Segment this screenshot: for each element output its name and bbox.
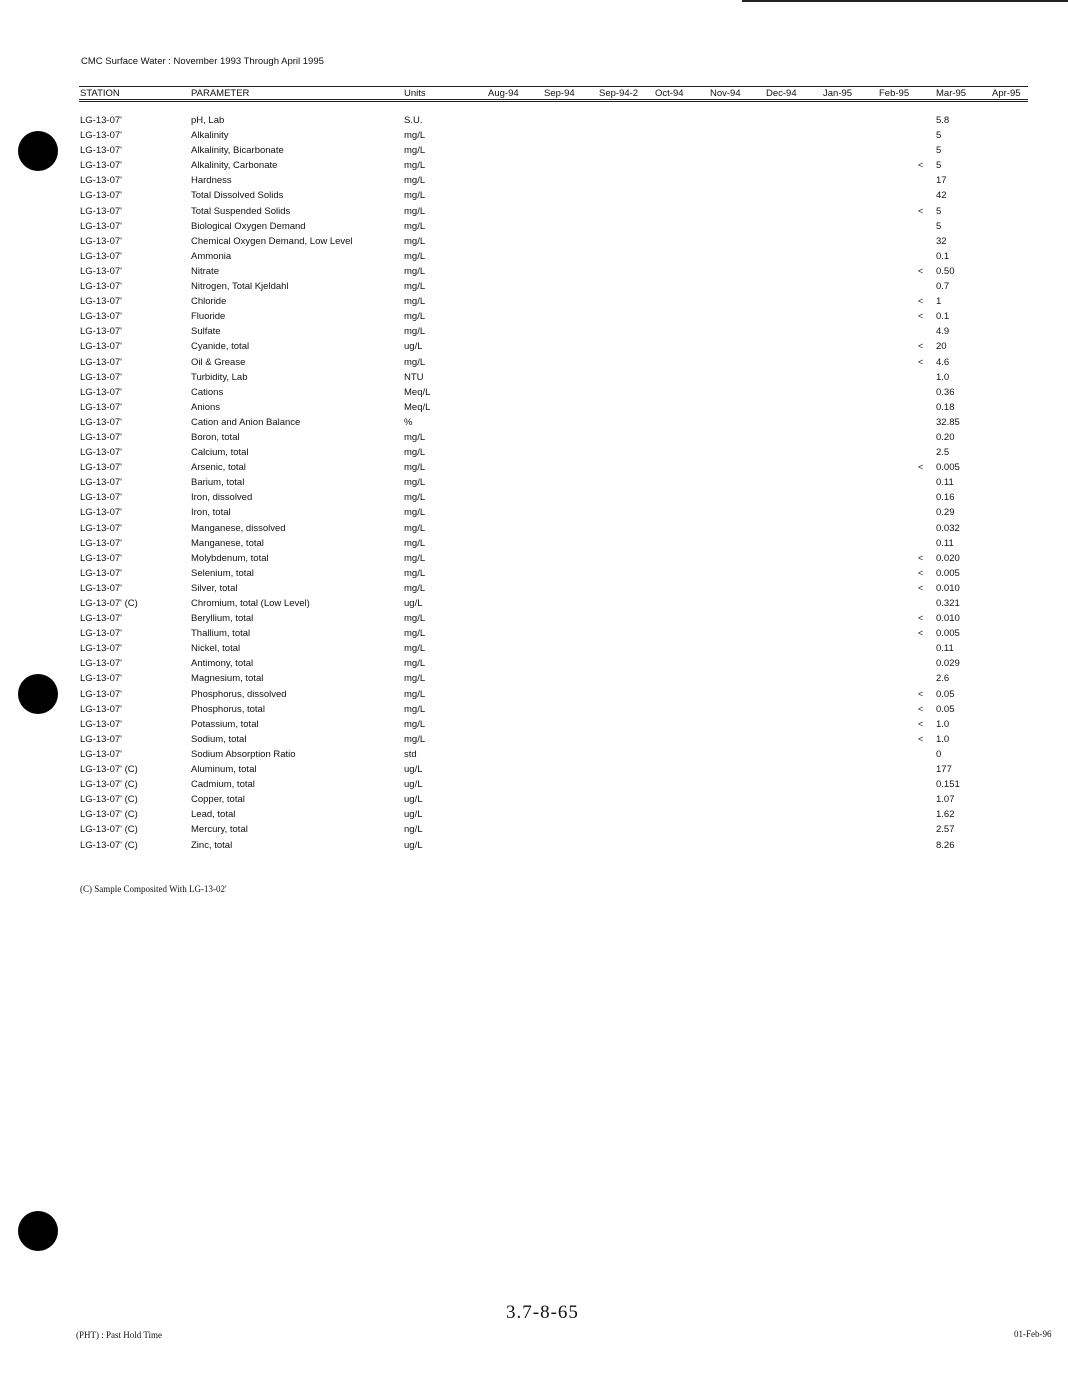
row-station: LG-13-07': [80, 205, 122, 217]
row-value-mar-95: 0.1: [936, 311, 950, 323]
row-station: LG-13-07': [80, 552, 122, 564]
row-qualifier: <: [918, 552, 924, 563]
row-parameter: Cyanide, total: [191, 341, 250, 353]
row-parameter: Phosphorus, dissolved: [191, 688, 287, 700]
row-parameter: Nitrogen, Total Kjeldahl: [191, 281, 289, 293]
row-station: LG-13-07': [80, 567, 122, 579]
row-units: mg/L: [404, 311, 426, 323]
row-station: LG-13-07': [80, 220, 122, 232]
row-parameter: Alkalinity: [191, 130, 229, 142]
row-value-mar-95: 0.1: [936, 250, 950, 262]
table-row: [0, 130, 1068, 145]
table-row: [0, 357, 1068, 372]
row-value-mar-95: 0.29: [936, 507, 955, 519]
row-station: LG-13-07': [80, 416, 122, 428]
row-value-mar-95: 1: [936, 296, 942, 308]
row-parameter: Zinc, total: [191, 839, 233, 851]
row-qualifier: <: [918, 311, 924, 322]
footnote: (C) Sample Composited With LG-13-02': [80, 884, 227, 894]
row-station: LG-13-07': [80, 371, 122, 383]
row-units: mg/L: [404, 356, 426, 368]
row-units: ug/L: [404, 764, 423, 776]
row-parameter: Calcium, total: [191, 447, 249, 459]
table-row: [0, 402, 1068, 417]
punch-hole-bottom: [18, 1211, 58, 1251]
row-parameter: Cation and Anion Balance: [191, 416, 301, 428]
row-value-mar-95: 20: [936, 341, 947, 353]
header-units: Units: [404, 88, 426, 99]
row-units: mg/L: [404, 205, 426, 217]
table-row: [0, 764, 1068, 779]
header-month: Feb-95: [879, 88, 910, 99]
row-parameter: Fluoride: [191, 311, 226, 323]
header-month: Nov-94: [710, 88, 741, 99]
row-units: mg/L: [404, 175, 426, 187]
header-month: Sep-94-2: [599, 88, 639, 99]
row-station: LG-13-07': [80, 311, 122, 323]
row-units: std: [404, 748, 417, 760]
header-month: Mar-95: [936, 88, 967, 99]
row-parameter: Nickel, total: [191, 643, 241, 655]
row-qualifier: <: [918, 462, 924, 473]
table-row: [0, 749, 1068, 764]
row-station: LG-13-07': [80, 250, 122, 262]
row-station: LG-13-07': [80, 401, 122, 413]
row-units: ug/L: [404, 598, 423, 609]
table-row: [0, 538, 1068, 553]
row-units: mg/L: [404, 522, 426, 534]
table-row: [0, 583, 1068, 598]
table-row: [0, 553, 1068, 568]
row-station: LG-13-07' (C): [80, 809, 138, 821]
row-parameter: Hardness: [191, 175, 232, 187]
row-station: LG-13-07' (C): [80, 794, 138, 806]
row-units: mg/L: [404, 447, 426, 459]
row-qualifier: <: [918, 296, 924, 307]
row-station: LG-13-07': [80, 492, 122, 504]
table-row: [0, 236, 1068, 251]
table-row: [0, 507, 1068, 522]
row-value-mar-95: 0.05: [936, 688, 955, 700]
table-row: [0, 492, 1068, 507]
row-value-mar-95: 0.18: [936, 401, 955, 413]
row-qualifier: <: [918, 160, 924, 171]
row-units: mg/L: [404, 296, 426, 308]
row-value-mar-95: 0.50: [936, 265, 955, 277]
row-value-mar-95: 0.032: [936, 522, 960, 534]
row-units: mg/L: [404, 160, 426, 172]
row-value-mar-95: 0.11: [936, 643, 954, 655]
row-parameter: Copper, total: [191, 794, 245, 806]
row-value-mar-95: 0.321: [936, 598, 960, 609]
row-units: mg/L: [404, 250, 426, 262]
data-table-body: [0, 115, 1068, 855]
table-row: [0, 221, 1068, 236]
row-units: mg/L: [404, 718, 426, 730]
row-units: ug/L: [404, 341, 423, 353]
row-station: LG-13-07': [80, 733, 122, 745]
row-station: LG-13-07': [80, 658, 122, 670]
row-value-mar-95: 1.62: [936, 809, 955, 821]
row-units: Meq/L: [404, 386, 431, 398]
row-parameter: Total Suspended Solids: [191, 205, 291, 217]
row-value-mar-95: 0.11: [936, 537, 954, 549]
row-units: mg/L: [404, 537, 426, 549]
row-value-mar-95: 1.0: [936, 371, 950, 383]
row-parameter: Turbidity, Lab: [191, 371, 248, 383]
row-parameter: Barium, total: [191, 477, 245, 489]
row-station: LG-13-07': [80, 703, 122, 715]
header-month: Apr-95: [992, 88, 1021, 99]
row-units: ug/L: [404, 839, 423, 851]
row-value-mar-95: 5: [936, 205, 942, 217]
row-station: LG-13-07': [80, 688, 122, 700]
table-row: [0, 794, 1068, 809]
footer-pht-note: (PHT) : Past Hold Time: [76, 1330, 163, 1340]
row-station: LG-13-07': [80, 115, 122, 126]
row-parameter: Alkalinity, Bicarbonate: [191, 145, 284, 157]
row-value-mar-95: 2.57: [936, 824, 955, 836]
row-units: mg/L: [404, 235, 426, 247]
row-parameter: Selenium, total: [191, 567, 254, 579]
table-row: [0, 628, 1068, 643]
row-station: LG-13-07' (C): [80, 824, 138, 836]
row-units: mg/L: [404, 552, 426, 564]
row-station: LG-13-07': [80, 235, 122, 247]
row-units: mg/L: [404, 220, 426, 232]
row-units: mg/L: [404, 613, 426, 625]
row-station: LG-13-07': [80, 718, 122, 730]
footer-date: 01-Feb-96: [1014, 1329, 1052, 1339]
table-row: [0, 206, 1068, 221]
row-value-mar-95: 5: [936, 145, 942, 157]
row-units: mg/L: [404, 703, 426, 715]
table-row: [0, 387, 1068, 402]
row-units: mg/L: [404, 643, 426, 655]
row-qualifier: <: [918, 733, 924, 744]
row-parameter: Boron, total: [191, 431, 240, 443]
row-value-mar-95: 2.6: [936, 673, 950, 685]
table-row: [0, 840, 1068, 855]
row-value-mar-95: 32.85: [936, 416, 960, 428]
row-value-mar-95: 5: [936, 130, 942, 142]
row-parameter: Lead, total: [191, 809, 236, 821]
row-units: mg/L: [404, 492, 426, 504]
row-station: LG-13-07': [80, 447, 122, 459]
table-row: [0, 341, 1068, 356]
row-units: mg/L: [404, 658, 426, 670]
row-value-mar-95: 0.005: [936, 567, 960, 579]
row-parameter: Iron, dissolved: [191, 492, 253, 504]
row-parameter: Oil & Grease: [191, 356, 246, 368]
row-parameter: Chromium, total (Low Level): [191, 598, 310, 609]
row-parameter: Beryllium, total: [191, 613, 254, 625]
row-qualifier: <: [918, 613, 924, 624]
row-station: LG-13-07' (C): [80, 764, 138, 776]
header-month: Aug-94: [488, 88, 519, 99]
table-row: [0, 689, 1068, 704]
row-parameter: Iron, total: [191, 507, 231, 519]
row-qualifier: <: [918, 567, 924, 578]
row-units: S.U.: [404, 115, 423, 126]
row-qualifier: <: [918, 628, 924, 639]
row-station: LG-13-07': [80, 643, 122, 655]
row-value-mar-95: 0.005: [936, 628, 960, 640]
row-station: LG-13-07': [80, 628, 122, 640]
table-row: [0, 598, 1068, 613]
row-value-mar-95: 1.0: [936, 733, 950, 745]
row-units: mg/L: [404, 326, 426, 338]
row-value-mar-95: 177: [936, 764, 952, 776]
table-row: [0, 613, 1068, 628]
row-units: mg/L: [404, 733, 426, 745]
row-value-mar-95: 5.8: [936, 115, 950, 126]
row-value-mar-95: 4.6: [936, 356, 950, 368]
table-row: [0, 779, 1068, 794]
header-month: Oct-94: [655, 88, 684, 99]
row-units: mg/L: [404, 477, 426, 489]
row-parameter: Cations: [191, 386, 224, 398]
row-parameter: Molybdenum, total: [191, 552, 269, 564]
row-station: LG-13-07': [80, 522, 122, 534]
table-row: [0, 643, 1068, 658]
row-units: mg/L: [404, 462, 426, 474]
row-station: LG-13-07': [80, 431, 122, 443]
table-row: [0, 372, 1068, 387]
row-parameter: Mercury, total: [191, 824, 248, 836]
table-row: [0, 809, 1068, 824]
table-row: [0, 462, 1068, 477]
row-station: LG-13-07': [80, 462, 122, 474]
row-value-mar-95: 5: [936, 220, 942, 232]
table-row: [0, 824, 1068, 839]
row-value-mar-95: 1.0: [936, 718, 950, 730]
row-parameter: Phosphorus, total: [191, 703, 265, 715]
row-units: mg/L: [404, 145, 426, 157]
row-parameter: Chloride: [191, 296, 227, 308]
table-row: [0, 417, 1068, 432]
row-units: mg/L: [404, 431, 426, 443]
row-parameter: pH, Lab: [191, 115, 225, 126]
row-parameter: Arsenic, total: [191, 462, 246, 474]
row-units: mg/L: [404, 567, 426, 579]
row-parameter: Cadmium, total: [191, 779, 255, 791]
header-parameter: PARAMETER: [191, 88, 250, 99]
row-units: mg/L: [404, 582, 426, 594]
row-qualifier: <: [918, 356, 924, 367]
row-value-mar-95: 0.05: [936, 703, 955, 715]
row-units: mg/L: [404, 281, 426, 293]
row-value-mar-95: 0.16: [936, 492, 955, 504]
table-row: [0, 266, 1068, 281]
row-station: LG-13-07': [80, 582, 122, 594]
row-value-mar-95: 0.010: [936, 613, 960, 625]
row-units: %: [404, 416, 413, 428]
row-value-mar-95: 0.029: [936, 658, 960, 670]
row-station: LG-13-07': [80, 265, 122, 277]
row-value-mar-95: 0.020: [936, 552, 960, 564]
row-value-mar-95: 0.20: [936, 431, 955, 443]
row-station: LG-13-07': [80, 296, 122, 308]
row-value-mar-95: 8.26: [936, 839, 955, 851]
row-station: LG-13-07': [80, 341, 122, 353]
row-station: LG-13-07': [80, 507, 122, 519]
table-row: [0, 568, 1068, 583]
table-row: [0, 447, 1068, 462]
row-station: LG-13-07' (C): [80, 779, 138, 791]
row-parameter: Magnesium, total: [191, 673, 264, 685]
row-qualifier: <: [918, 703, 924, 714]
row-units: ug/L: [404, 779, 423, 791]
table-row: [0, 673, 1068, 688]
row-qualifier: <: [918, 688, 924, 699]
table-row: [0, 734, 1068, 749]
row-parameter: Silver, total: [191, 582, 238, 594]
row-parameter: Alkalinity, Carbonate: [191, 160, 278, 172]
row-value-mar-95: 42: [936, 190, 947, 202]
row-units: ug/L: [404, 809, 423, 821]
header-station: STATION: [80, 88, 120, 99]
row-value-mar-95: 32: [936, 235, 947, 247]
row-units: mg/L: [404, 130, 426, 142]
table-row: [0, 281, 1068, 296]
row-station: LG-13-07': [80, 477, 122, 489]
row-value-mar-95: 5: [936, 160, 942, 172]
row-value-mar-95: 0.36: [936, 386, 955, 398]
table-row: [0, 432, 1068, 447]
table-row: [0, 523, 1068, 538]
header-month: Dec-94: [766, 88, 797, 99]
row-parameter: Thallium, total: [191, 628, 251, 640]
row-units: mg/L: [404, 628, 426, 640]
row-value-mar-95: 0: [936, 748, 942, 760]
row-parameter: Sodium, total: [191, 733, 247, 745]
row-parameter: Sulfate: [191, 326, 221, 338]
row-parameter: Anions: [191, 401, 221, 413]
table-row: [0, 326, 1068, 341]
row-qualifier: <: [918, 341, 924, 352]
row-value-mar-95: 0.005: [936, 462, 960, 474]
row-station: LG-13-07': [80, 673, 122, 685]
row-units: mg/L: [404, 507, 426, 519]
row-qualifier: <: [918, 265, 924, 276]
table-row: [0, 719, 1068, 734]
row-value-mar-95: 0.11: [936, 477, 954, 489]
row-units: ng/L: [404, 824, 423, 836]
table-row: [0, 145, 1068, 160]
table-row: [0, 296, 1068, 311]
row-value-mar-95: 17: [936, 175, 947, 187]
row-station: LG-13-07': [80, 537, 122, 549]
row-units: mg/L: [404, 265, 426, 277]
row-units: ug/L: [404, 794, 423, 806]
table-row: [0, 311, 1068, 326]
row-station: LG-13-07': [80, 281, 122, 293]
row-units: mg/L: [404, 190, 426, 202]
row-parameter: Chemical Oxygen Demand, Low Level: [191, 235, 353, 247]
row-value-mar-95: 2.5: [936, 447, 950, 459]
row-station: LG-13-07': [80, 326, 122, 338]
row-value-mar-95: 0.010: [936, 582, 960, 594]
row-parameter: Antimony, total: [191, 658, 254, 670]
row-station: LG-13-07': [80, 145, 122, 157]
row-station: LG-13-07': [80, 613, 122, 625]
row-station: LG-13-07': [80, 160, 122, 172]
table-row: [0, 115, 1068, 130]
row-station: LG-13-07': [80, 130, 122, 142]
row-qualifier: <: [918, 582, 924, 593]
table-header: [79, 86, 1028, 102]
row-station: LG-13-07' (C): [80, 839, 138, 851]
row-parameter: Aluminum, total: [191, 764, 257, 776]
header-month: Jan-95: [823, 88, 853, 99]
row-parameter: Potassium, total: [191, 718, 259, 730]
row-station: LG-13-07': [80, 175, 122, 187]
row-qualifier: <: [918, 205, 924, 216]
row-parameter: Ammonia: [191, 250, 232, 262]
row-parameter: Manganese, total: [191, 537, 264, 549]
top-edge-line: [742, 0, 1068, 2]
page-number: 3.7-8-65: [506, 1302, 579, 1323]
row-units: NTU: [404, 371, 424, 383]
header-month: Sep-94: [544, 88, 575, 99]
table-row: [0, 658, 1068, 673]
row-parameter: Manganese, dissolved: [191, 522, 286, 534]
row-value-mar-95: 1.07: [936, 794, 955, 806]
table-row: [0, 251, 1068, 266]
row-station: LG-13-07': [80, 748, 122, 760]
row-parameter: Nitrate: [191, 265, 219, 277]
row-station: LG-13-07': [80, 386, 122, 398]
row-qualifier: <: [918, 718, 924, 729]
row-station: LG-13-07': [80, 190, 122, 202]
row-parameter: Sodium Absorption Ratio: [191, 748, 296, 760]
row-value-mar-95: 4.9: [936, 326, 950, 338]
table-row: [0, 477, 1068, 492]
row-value-mar-95: 0.7: [936, 281, 950, 293]
row-units: mg/L: [404, 688, 426, 700]
row-station: LG-13-07' (C): [80, 598, 138, 609]
table-row: [0, 175, 1068, 190]
table-row: [0, 704, 1068, 719]
row-value-mar-95: 0.151: [936, 779, 960, 791]
row-parameter: Biological Oxygen Demand: [191, 220, 306, 232]
row-parameter: Total Dissolved Solids: [191, 190, 284, 202]
table-row: [0, 190, 1068, 205]
row-station: LG-13-07': [80, 356, 122, 368]
row-units: Meq/L: [404, 401, 431, 413]
row-units: mg/L: [404, 673, 426, 685]
report-title: CMC Surface Water : November 1993 Through April 1995: [81, 56, 324, 67]
table-row: [0, 160, 1068, 175]
